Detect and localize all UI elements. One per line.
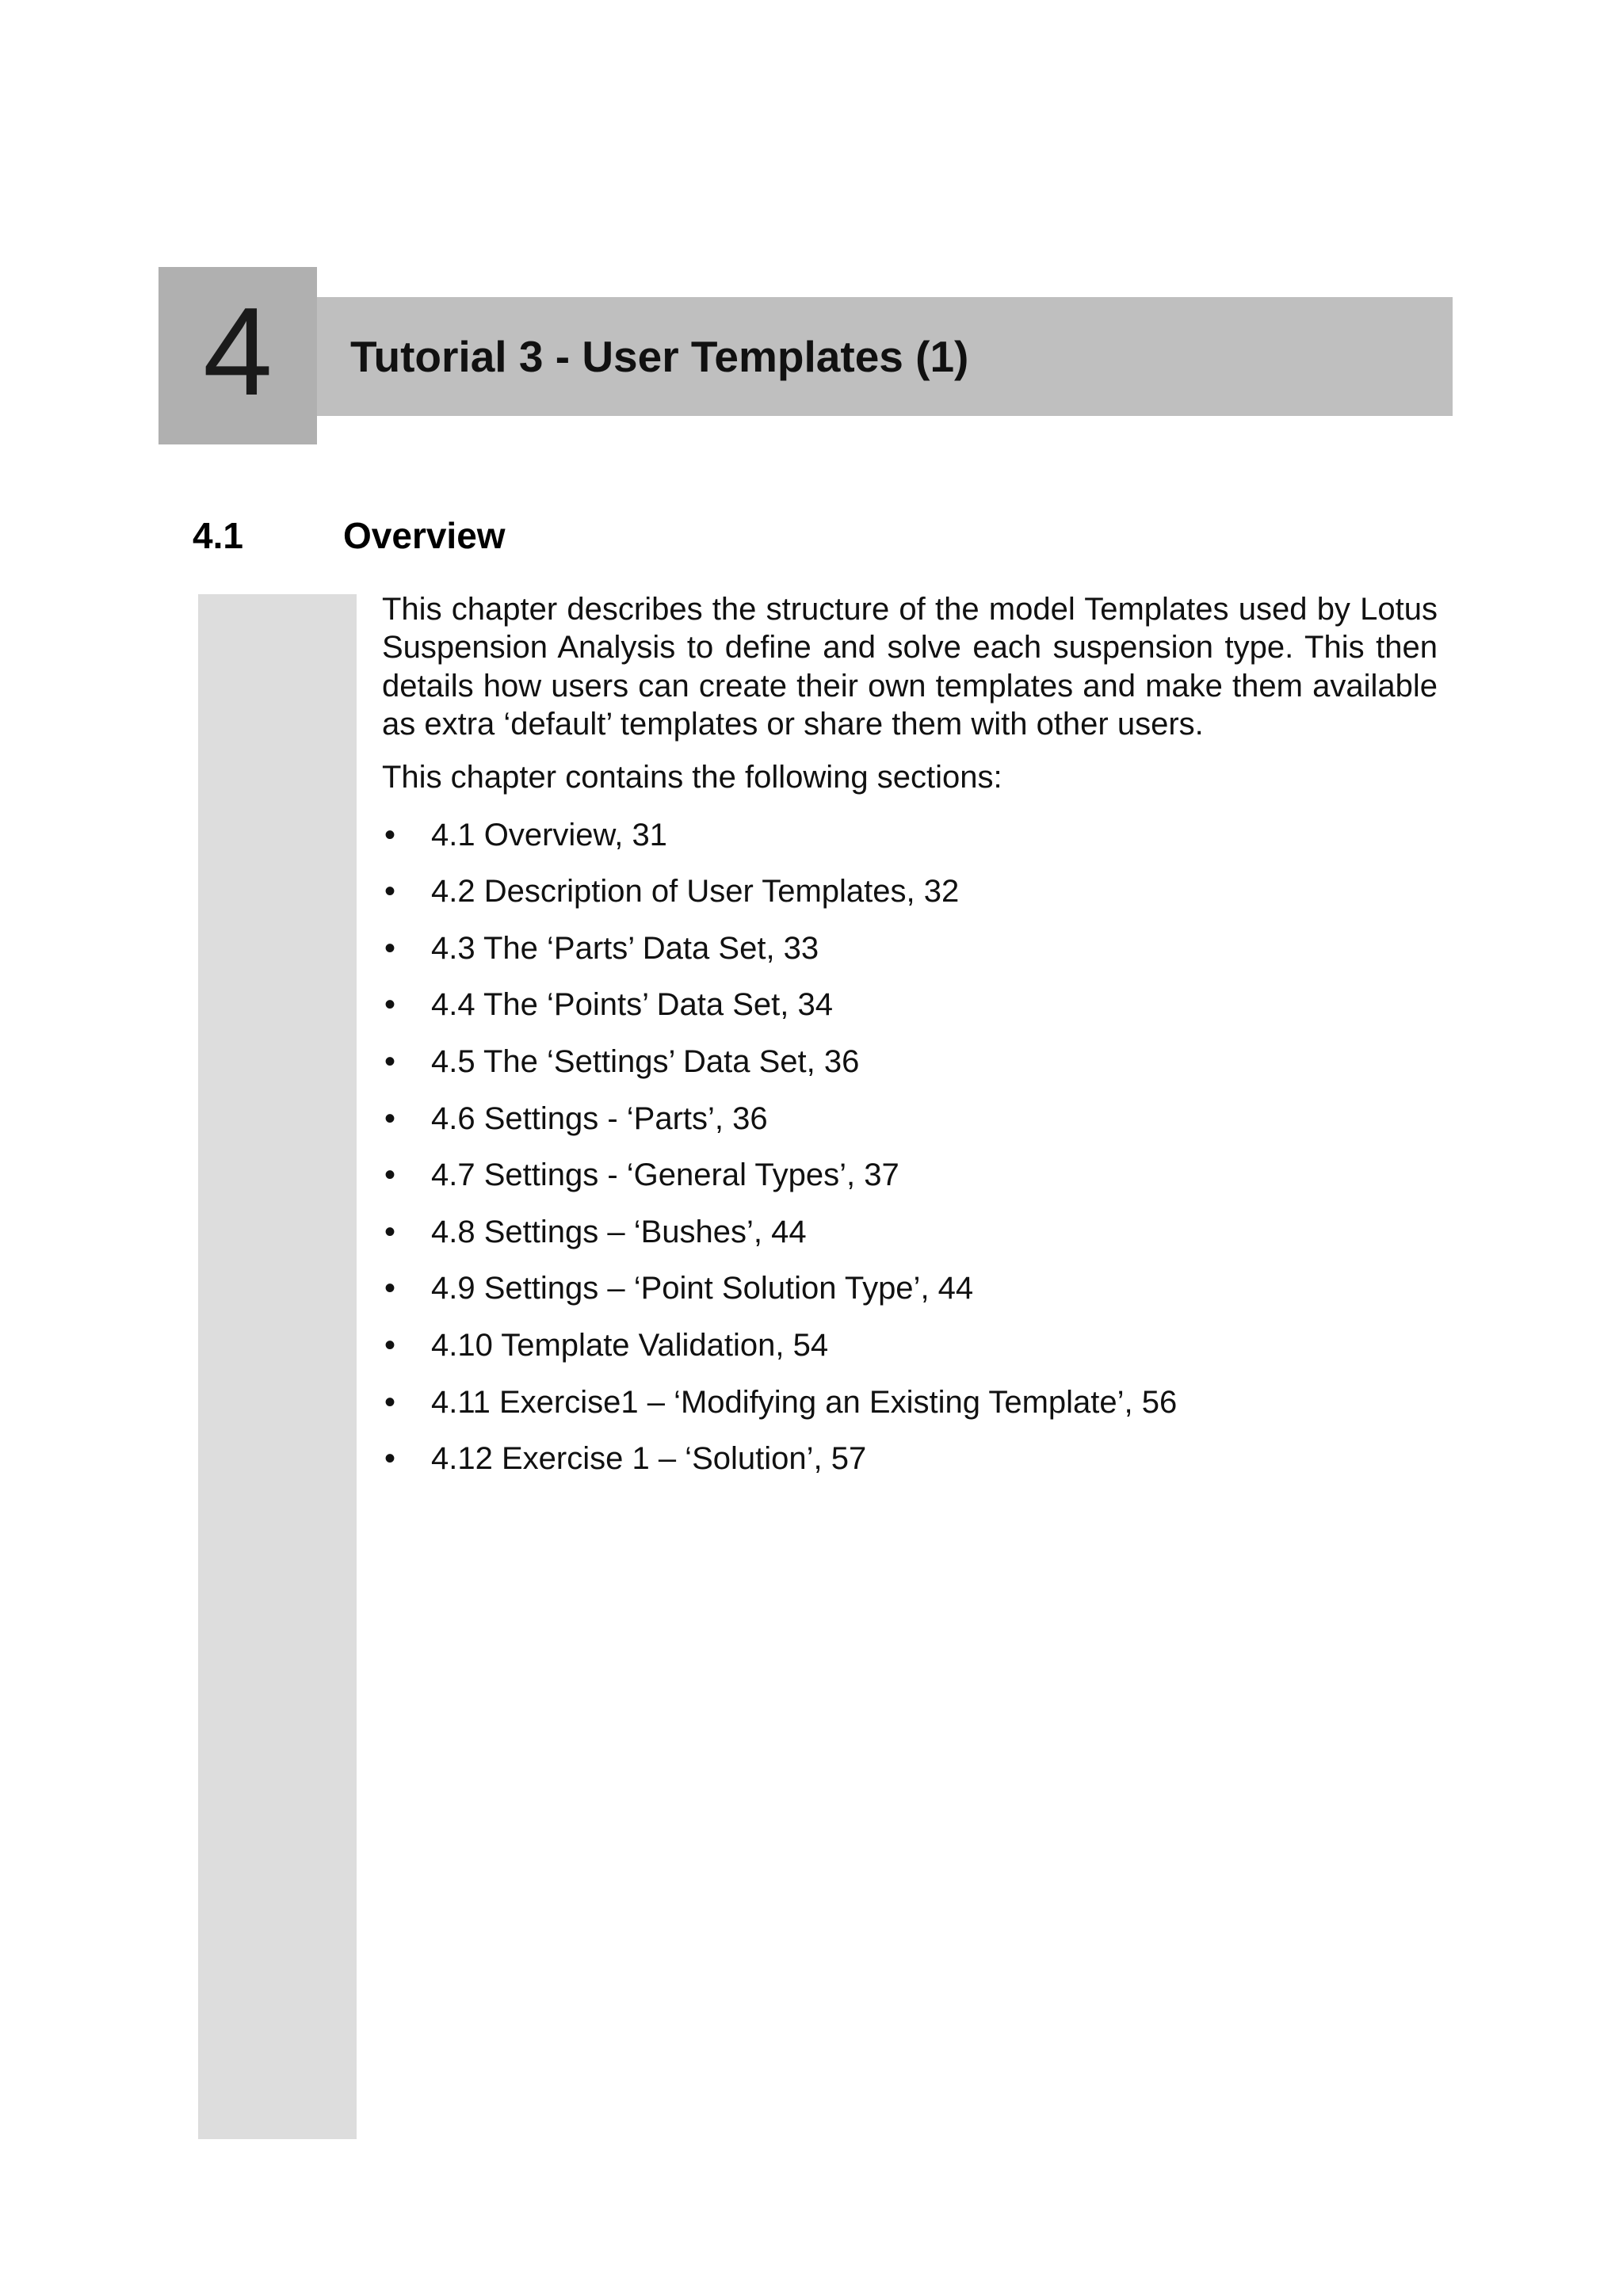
list-item-text: 4.11 Exercise1 – ‘Modifying an Existing Template’, 56 [431, 1384, 1178, 1420]
bullet-icon: • [384, 987, 395, 1023]
list-item [382, 929, 1438, 986]
list-item [382, 1440, 1438, 1497]
list-item [382, 1383, 1438, 1440]
bullet-icon: • [384, 1100, 395, 1136]
list-item [382, 1269, 1438, 1326]
list-item [382, 1156, 1438, 1213]
list-item [382, 1043, 1438, 1100]
chapter-title-bar [317, 297, 1453, 416]
list-item-text: 4.3 The ‘Parts’ Data Set, 33 [431, 930, 819, 966]
bullet-icon: • [384, 817, 395, 852]
list-item [382, 1100, 1438, 1157]
chapter-number-box [158, 267, 317, 444]
bullet-icon: • [384, 1158, 395, 1193]
list-item-text: 4.8 Settings – ‘Bushes’, 44 [431, 1214, 807, 1249]
bullet-icon: • [384, 930, 395, 966]
list-item [382, 1326, 1438, 1383]
bullet-icon: • [384, 1441, 395, 1477]
list-item-text: 4.5 The ‘Settings’ Data Set, 36 [431, 1044, 860, 1079]
list-item-text: 4.6 Settings - ‘Parts’, 36 [431, 1100, 768, 1136]
list-item-text: 4.2 Description of User Templates, 32 [431, 874, 960, 910]
bullet-icon: • [384, 1327, 395, 1363]
bullet-icon: • [384, 1044, 395, 1079]
list-item [382, 1213, 1438, 1270]
sections-list [382, 816, 1438, 1497]
intro-paragraph: This chapter describes the structure of the model Templates used by Lotus Suspension Analysis to define and solve each suspension type. This then details how users can create their own templates and make them available as extra ‘default’ templates or share them with other users. [382, 592, 1438, 742]
list-item [382, 872, 1438, 929]
list-item [382, 986, 1438, 1043]
chapter-number: 4 [203, 282, 273, 421]
list-item-text: 4.1 Overview, 31 [431, 817, 667, 852]
list-item-text: 4.4 The ‘Points’ Data Set, 34 [431, 987, 833, 1023]
bullet-icon: • [384, 1214, 395, 1249]
list-item-text: 4.9 Settings – ‘Point Solution Type’, 44 [431, 1271, 974, 1306]
section-content [382, 590, 1438, 1497]
bullet-icon: • [384, 1384, 395, 1420]
sections-list-intro: This chapter contains the following sections: [382, 759, 1002, 795]
side-bar [198, 594, 357, 2139]
list-item-text: 4.10 Template Validation, 54 [431, 1327, 829, 1363]
list-item-text: 4.7 Settings - ‘General Types’, 37 [431, 1158, 899, 1193]
section-number: 4.1 [193, 515, 243, 556]
chapter-title: Tutorial 3 - User Templates (1) [350, 332, 969, 381]
list-item-text: 4.12 Exercise 1 – ‘Solution’, 57 [431, 1441, 867, 1477]
list-item [382, 816, 1438, 873]
bullet-icon: • [384, 874, 395, 910]
section-title: Overview [343, 515, 506, 556]
bullet-icon: • [384, 1271, 395, 1306]
